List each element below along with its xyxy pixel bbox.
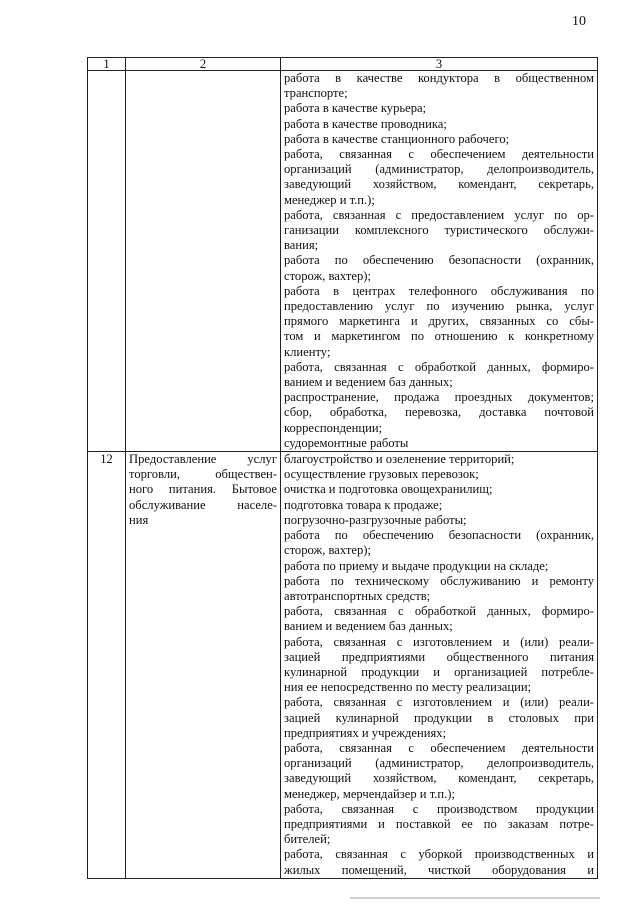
row-category [126,452,281,879]
job-line: корреспонденции; [284,420,383,435]
job-line: том и маркетингом по отношению к конкретному [284,329,594,344]
job-line: предприятиях и учреждениях; [284,725,447,740]
job-line: кулинарной продукции и организацией потребле- [284,664,594,679]
job-line: подготовка товара к продаже; [284,497,443,512]
job-line: зацией предприятиями общественного питания [284,649,594,664]
job-line: предприятиями и поставкой ее по заказам потре- [284,816,594,831]
job-line: работа в качестве проводника; [284,116,447,131]
table-row [88,452,598,879]
job-line: работа по обеспечению безопасности (охранник, [284,528,594,543]
category-line: обслуживание населе- [129,497,277,512]
job-line: заведующий хозяйством, комендант, секретарь, [284,177,594,192]
job-line: работа, связанная с обеспечением деятельности [284,740,594,755]
job-line: ванием и ведением баз данных; [284,619,453,634]
job-line: работа по обеспечению безопасности (охранник, [284,253,594,268]
header-col-3: 3 [281,58,598,71]
job-line: организаций (администратор, делопроизводитель, [284,162,594,177]
job-line: работа в качестве курьера; [284,101,427,116]
table-row [88,71,598,452]
job-line: предоставлению услуг по изучению рынка, услуг [284,299,594,314]
job-line: менеджер, мерчендайзер и т.п.); [284,786,455,801]
job-line: клиенту; [284,344,331,359]
job-line: бителей; [284,832,331,847]
job-line: менеджер и т.п.); [284,192,375,207]
job-line: работа в качестве станционного рабочего; [284,131,510,146]
job-line: организаций (администратор, делопроизводитель, [284,756,594,771]
row-number: 12 [88,452,126,879]
job-line: работа, связанная с обработкой данных, формиро- [284,604,594,619]
header-col-1: 1 [88,58,126,71]
job-line: осуществление грузовых перевозок; [284,467,479,482]
job-line: заведующий хозяйством, комендант, секретарь, [284,771,594,786]
job-line: работа, связанная с изготовлением и (или) реали- [284,634,594,649]
job-line: судоремонтные работы [284,435,409,450]
job-line: работа по приему и выдаче продукции на складе; [284,558,549,573]
category-line: торговли, обществен- [129,467,277,482]
page-bottom-rule [350,897,600,899]
job-line: работа, связанная с уборкой производственных и [284,847,594,862]
job-line: работа в центрах телефонного обслуживания по [284,283,594,298]
job-line: очистка и подготовка овощехранилищ; [284,482,493,497]
row-number [88,71,126,452]
job-line: ванием и ведением баз данных; [284,375,453,390]
job-line: сторож, вахтер); [284,268,371,283]
job-line: вания; [284,238,319,253]
row-category [126,71,281,452]
row-jobs-list [281,71,598,452]
job-line: транспорте; [284,86,348,101]
job-line: работа, связанная с изготовлением и (или) реали- [284,695,594,710]
category-line: ния [129,512,149,527]
category-line: ного питания. Бытовое [129,482,277,497]
jobs-table [87,57,598,879]
job-line: прямого маркетинга и других, связанных со сбы- [284,314,594,329]
job-line: работа по техническому обслуживанию и ремонту [284,573,594,588]
header-col-2: 2 [126,58,281,71]
table-header-row [88,58,598,71]
job-line: благоустройство и озеленение территорий; [284,452,515,467]
row-jobs-list [281,452,598,879]
job-line: работа, связанная с производством продукции [284,801,594,816]
job-line: ганизации комплексного туристического обслужи- [284,223,594,238]
job-line: автотранспортных средств; [284,588,431,603]
job-line: погрузочно-разгрузочные работы; [284,512,467,527]
category-line: Предоставление услуг [129,452,277,467]
job-line: сторож, вахтер); [284,543,371,558]
page-number: 10 [572,14,586,29]
job-line: работа, связанная с обеспечением деятельности [284,147,594,162]
job-line: работа, связанная с обработкой данных, формиро- [284,359,594,374]
job-line: ния ее непосредственно по месту реализации; [284,680,532,695]
job-line: распространение, продажа проездных документов; [284,390,594,405]
job-line: сбор, обработка, перевозка, доставка почтовой [284,405,594,420]
job-line: работа, связанная с предоставлением услуг по ор- [284,207,594,222]
job-line: работа в качестве кондуктора в общественном [284,71,594,85]
job-line: жилых помещений, чисткой оборудования и [284,862,594,877]
job-line: зацией кулинарной продукции в столовых при [284,710,594,725]
